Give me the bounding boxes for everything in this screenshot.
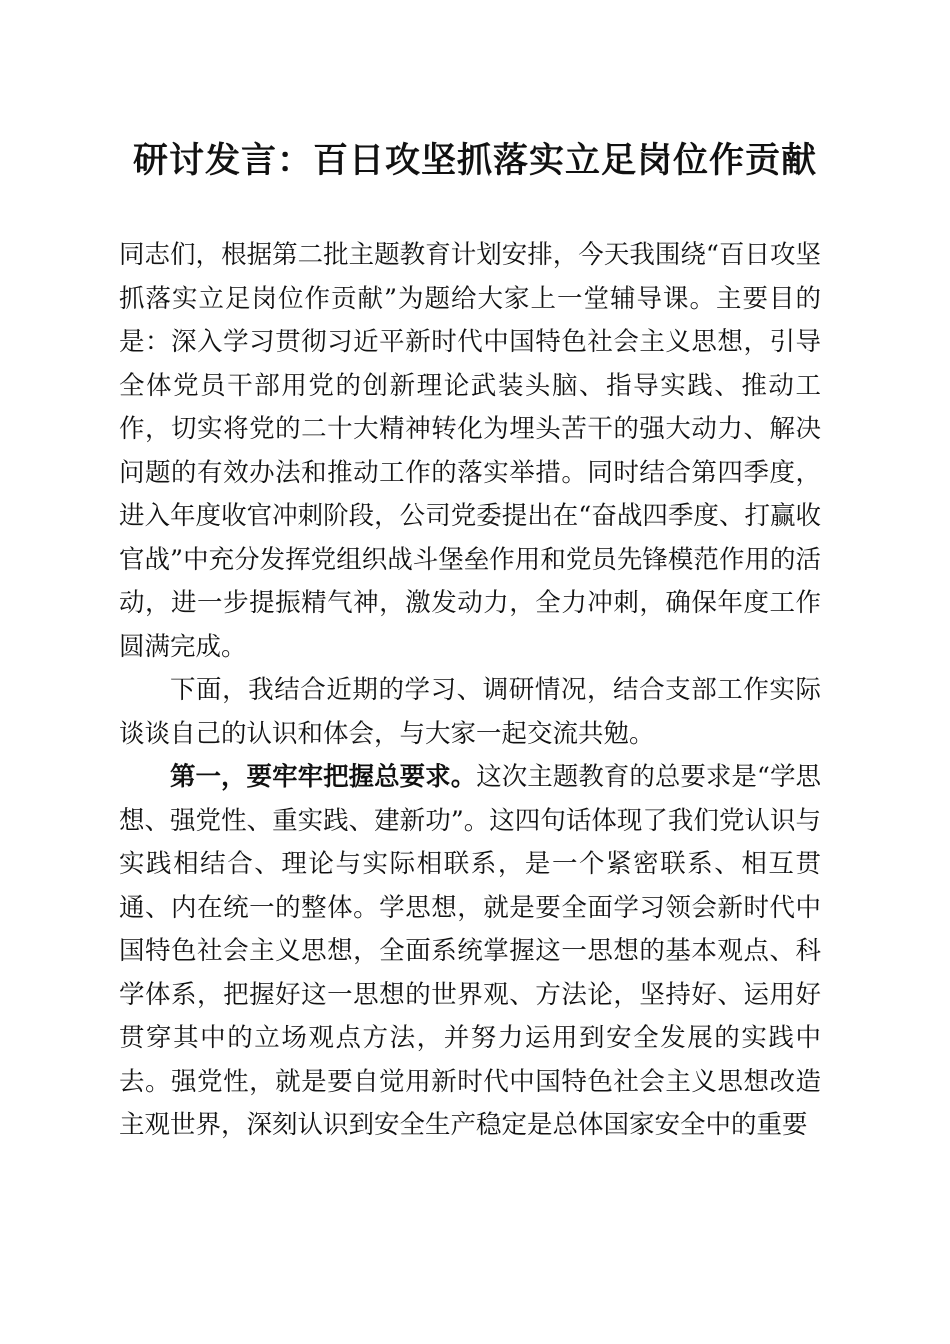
paragraph-intro (119, 234, 821, 669)
paragraph-discussion (119, 669, 821, 756)
paragraph-first-point (119, 756, 821, 1148)
paragraph-intro-text: 同志们，根据第二批主题教育计划安排，今天我围绕“百日攻坚抓落实立足岗位作贡献”为题给大家上一堂辅导课。主要目的是：深入学习贯彻习近平新时代中国特色社会主义思想，引导全体党员干部用党的创新理论武装头脑、指导实践、推动工作，切实将党的二十大精神转化为埋头苦干的强大动力、解决问题的有效办法和推动工作的落实举措。同时结合第四季度，进入年度收官冲刺阶段，公司党委提出在“奋战四季度、打赢收官战”中充分发挥党组织战斗堡垒作用和党员先锋模范作用的活动，进一步提振精气神，激发动力，全力冲刺，确保年度工作圆满完成。 (119, 240, 821, 662)
document-title: 研讨发言：百日攻坚抓落实立足岗位作贡献 (132, 140, 817, 181)
paragraph-discussion-text: 下面，我结合近期的学习、调研情况，结合支部工作实际谈谈自己的认识和体会，与大家一起交流共勉。 (119, 675, 821, 749)
document-body (119, 234, 821, 1148)
paragraph-first-point-heading: 第一，要牢牢把握总要求。 (170, 762, 477, 792)
paragraph-first-point-text: 这次主题教育的总要求是“学思想、强党性、重实践、建新功”。这四句话体现了我们党认识与实践相结合、理论与实际相联系，是一个紧密联系、相互贯通、内在统一的整体。学思想，就是要全面学习领会新时代中国特色社会主义思想，全面系统掌握这一思想的基本观点、科学体系，把握好这一思想的世界观、方法论，坚持好、运用好贯穿其中的立场观点方法，并努力运用到安全发展的实践中去。强党性，就是要自觉用新时代中国特色社会主义思想改造主观世界，深刻认识到安全生产稳定是总体国家安全中的重要 (119, 762, 821, 1140)
